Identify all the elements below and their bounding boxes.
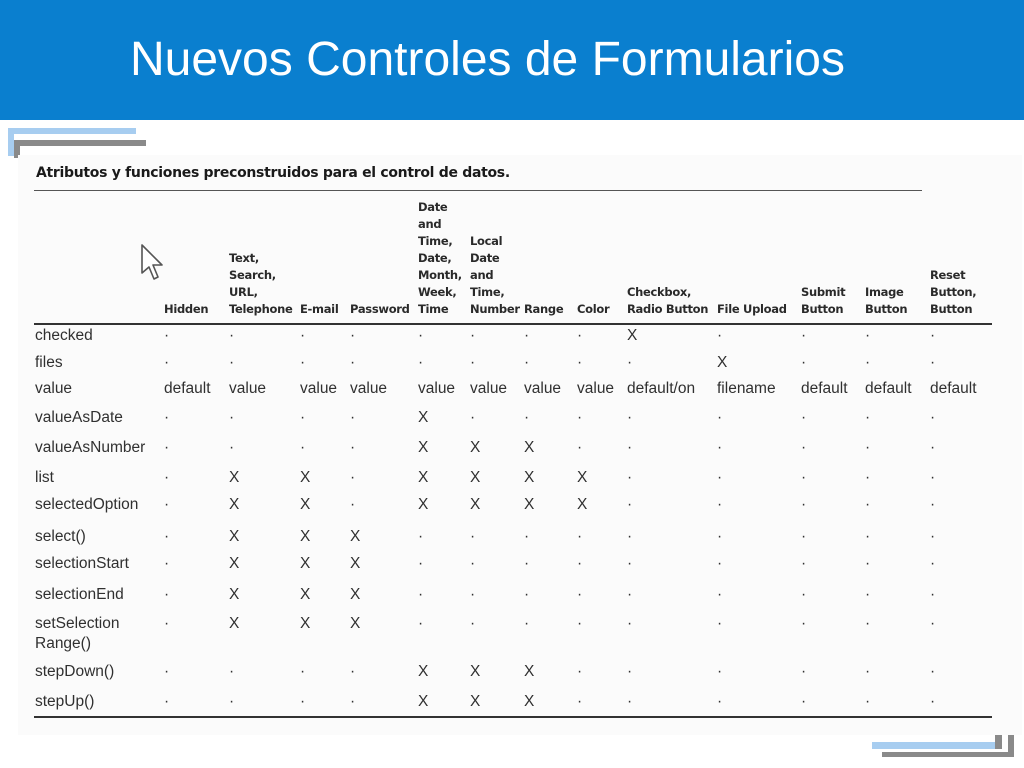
table-cell: X xyxy=(524,663,535,680)
table-cell: X xyxy=(627,327,638,344)
column-header: Hidden xyxy=(164,302,209,316)
column-header: Date xyxy=(418,200,448,214)
table-cell: X xyxy=(524,693,535,710)
table-cell: · xyxy=(865,555,871,572)
table-cell: · xyxy=(801,469,807,486)
column-header: Date, xyxy=(418,251,452,265)
table-cell: · xyxy=(717,409,723,426)
table-cell: · xyxy=(524,354,530,371)
table-cell: · xyxy=(801,354,807,371)
table-cell: · xyxy=(801,693,807,710)
table-cell: X xyxy=(470,439,481,456)
table-cell: · xyxy=(164,327,170,344)
column-header: URL, xyxy=(229,285,258,299)
table-cell: X xyxy=(470,496,481,513)
table-cell: X xyxy=(418,469,429,486)
table-cell: · xyxy=(865,439,871,456)
table-cell: · xyxy=(164,693,170,710)
column-header: Image xyxy=(865,285,904,299)
table-cell: · xyxy=(865,586,871,603)
row-label: stepUp() xyxy=(35,693,95,710)
table-cell: default xyxy=(801,380,848,397)
table-cell: · xyxy=(865,528,871,545)
table-cell: · xyxy=(418,615,424,632)
table-cell: · xyxy=(717,327,723,344)
table-cell: X xyxy=(470,663,481,680)
column-header: Time, xyxy=(470,285,505,299)
table-cell: X xyxy=(350,555,361,572)
table-cell: · xyxy=(350,469,356,486)
table-cell: · xyxy=(930,693,936,710)
table-cell: default/on xyxy=(627,380,696,397)
table-cell: · xyxy=(930,528,936,545)
table-cell: · xyxy=(627,615,633,632)
table-cell: · xyxy=(470,528,476,545)
table-cell: · xyxy=(470,327,476,344)
row-label: files xyxy=(35,354,63,371)
table-cell: · xyxy=(577,354,583,371)
column-header: Time xyxy=(418,302,449,316)
table-cell: · xyxy=(577,409,583,426)
table-cell: · xyxy=(717,439,723,456)
corner-decoration xyxy=(1008,735,1014,757)
column-header: Submit xyxy=(801,285,846,299)
table-cell: · xyxy=(865,409,871,426)
table-cell: default xyxy=(865,380,912,397)
table-cell: · xyxy=(930,496,936,513)
table-cell: · xyxy=(470,615,476,632)
corner-decoration xyxy=(995,735,1002,749)
table-cell: X xyxy=(577,469,588,486)
table-cell: X xyxy=(300,615,311,632)
column-header: E-mail xyxy=(300,302,339,316)
table-cell: · xyxy=(930,615,936,632)
table-cell: · xyxy=(524,615,530,632)
table-cell: · xyxy=(717,469,723,486)
table-cell: · xyxy=(300,354,306,371)
table-cell: · xyxy=(627,439,633,456)
table-cell: X xyxy=(300,586,311,603)
table-cell: X xyxy=(350,528,361,545)
table-cell: · xyxy=(865,615,871,632)
table-cell: · xyxy=(801,496,807,513)
table-cell: · xyxy=(350,693,356,710)
row-label: checked xyxy=(35,327,93,344)
table-cell: X xyxy=(229,528,240,545)
table-cell: · xyxy=(418,354,424,371)
table-cell: · xyxy=(164,615,170,632)
table-cell: · xyxy=(524,528,530,545)
table-cell: · xyxy=(865,496,871,513)
table-cell: · xyxy=(350,327,356,344)
table-cell: · xyxy=(717,586,723,603)
table-cell: · xyxy=(577,327,583,344)
column-header: and xyxy=(470,268,494,282)
column-header: Button xyxy=(801,302,844,316)
column-header: and xyxy=(418,217,442,231)
table-cell: · xyxy=(930,469,936,486)
table-cell: · xyxy=(577,439,583,456)
table-cell: X xyxy=(229,615,240,632)
table-cell: · xyxy=(930,439,936,456)
table-cell: · xyxy=(717,555,723,572)
table-cell: · xyxy=(930,327,936,344)
table-cell: · xyxy=(300,439,306,456)
table-cell: · xyxy=(524,586,530,603)
column-header: Password xyxy=(350,302,410,316)
column-header: Telephone xyxy=(229,302,293,316)
table-cell: · xyxy=(229,409,235,426)
table-cell: · xyxy=(524,409,530,426)
table-cell: · xyxy=(577,693,583,710)
table-cell: · xyxy=(801,439,807,456)
table-cell: · xyxy=(229,693,235,710)
table-cell: · xyxy=(577,528,583,545)
table-cell: value xyxy=(300,380,338,397)
table-cell: X xyxy=(470,469,481,486)
table-cell: · xyxy=(930,586,936,603)
column-header: Color xyxy=(577,302,610,316)
table-cell: · xyxy=(801,615,807,632)
table-cell: X xyxy=(300,528,311,545)
table-cell: · xyxy=(627,528,633,545)
table-cell: X xyxy=(418,663,429,680)
column-header: Number xyxy=(470,302,520,316)
table-cell: X xyxy=(300,496,311,513)
corner-decoration xyxy=(8,128,136,134)
table-cell: · xyxy=(418,528,424,545)
table-cell: · xyxy=(801,663,807,680)
table-cell: · xyxy=(470,586,476,603)
table-cell: · xyxy=(717,496,723,513)
row-label: value xyxy=(35,380,73,397)
table-cell: · xyxy=(801,555,807,572)
table-cell: · xyxy=(627,496,633,513)
table-cell: value xyxy=(577,380,615,397)
column-header: Button xyxy=(930,302,973,316)
table-cell: · xyxy=(418,327,424,344)
table-cell: value xyxy=(418,380,456,397)
table-cell: · xyxy=(865,354,871,371)
row-label: setSelection xyxy=(35,615,120,632)
column-header: Local xyxy=(470,234,503,248)
table-cell: X xyxy=(229,496,240,513)
table-cell: default xyxy=(164,380,211,397)
table-cell: · xyxy=(300,663,306,680)
table-cell: · xyxy=(865,469,871,486)
table-cell: · xyxy=(229,439,235,456)
table-rule-bottom xyxy=(34,716,992,718)
table-cell: · xyxy=(350,663,356,680)
table-cell: X xyxy=(524,469,535,486)
column-header: File Upload xyxy=(717,302,787,316)
table-cell: · xyxy=(164,555,170,572)
table-cell: · xyxy=(801,327,807,344)
table-cell: · xyxy=(470,409,476,426)
table-cell: X xyxy=(524,496,535,513)
row-label: selectedOption xyxy=(35,496,139,513)
table-cell: · xyxy=(164,439,170,456)
table-cell: X xyxy=(300,555,311,572)
column-header: Button, xyxy=(930,285,977,299)
table-cell: X xyxy=(350,615,361,632)
table-cell: X xyxy=(229,555,240,572)
table-rule-top xyxy=(34,190,922,191)
table-cell: default xyxy=(930,380,977,397)
table-cell: · xyxy=(930,663,936,680)
column-header: Text, xyxy=(229,251,259,265)
table-cell: · xyxy=(300,327,306,344)
row-label: selectionStart xyxy=(35,555,129,572)
table-cell: · xyxy=(930,555,936,572)
table-cell: X xyxy=(418,693,429,710)
table-cell: · xyxy=(350,496,356,513)
table-cell: · xyxy=(930,409,936,426)
table-cell: · xyxy=(350,354,356,371)
row-label: list xyxy=(35,469,54,486)
table-cell: · xyxy=(470,555,476,572)
table-cell: · xyxy=(229,354,235,371)
table-cell: · xyxy=(418,586,424,603)
table-cell: · xyxy=(350,409,356,426)
table-cell: X xyxy=(418,409,429,426)
table-cell: · xyxy=(300,693,306,710)
table-cell: · xyxy=(164,469,170,486)
corner-decoration xyxy=(872,742,1002,749)
table-cell: · xyxy=(577,663,583,680)
row-label: select() xyxy=(35,528,86,545)
table-cell: · xyxy=(801,528,807,545)
table-cell: · xyxy=(627,663,633,680)
column-header: Search, xyxy=(229,268,276,282)
corner-decoration xyxy=(882,752,1014,757)
table-cell: · xyxy=(350,439,356,456)
row-label: stepDown() xyxy=(35,663,115,680)
table-cell: value xyxy=(229,380,267,397)
column-header: Date xyxy=(470,251,500,265)
table-cell: · xyxy=(229,663,235,680)
table-cell: · xyxy=(470,354,476,371)
table-cell: X xyxy=(229,586,240,603)
table-cell: X xyxy=(418,439,429,456)
column-header: Week, xyxy=(418,285,457,299)
mouse-pointer-icon xyxy=(140,243,166,283)
table-cell: · xyxy=(577,586,583,603)
column-header: Radio Button xyxy=(627,302,709,316)
table-cell: · xyxy=(164,586,170,603)
table-cell: · xyxy=(865,327,871,344)
column-header: Reset xyxy=(930,268,966,282)
table-cell: X xyxy=(418,496,429,513)
table-cell: · xyxy=(164,409,170,426)
table-cell: · xyxy=(164,496,170,513)
slide-title: Nuevos Controles de Formularios xyxy=(130,33,845,86)
row-label: valueAsDate xyxy=(35,409,123,426)
table-cell: · xyxy=(930,354,936,371)
table-cell: · xyxy=(627,555,633,572)
table-cell: X xyxy=(524,439,535,456)
table-cell: · xyxy=(524,555,530,572)
table-cell: · xyxy=(577,615,583,632)
column-header: Button xyxy=(865,302,908,316)
table-cell: value xyxy=(350,380,388,397)
column-header: Range xyxy=(524,302,564,316)
table-cell: value xyxy=(524,380,562,397)
table-cell: · xyxy=(164,354,170,371)
table-cell: · xyxy=(418,555,424,572)
table-cell: · xyxy=(627,469,633,486)
table-cell: X xyxy=(577,496,588,513)
table-cell: · xyxy=(627,586,633,603)
table-cell: · xyxy=(865,693,871,710)
row-label: selectionEnd xyxy=(35,586,124,603)
table-cell: filename xyxy=(717,380,776,397)
table-cell: · xyxy=(717,693,723,710)
table-cell: · xyxy=(717,528,723,545)
table-cell: · xyxy=(577,555,583,572)
table-cell: · xyxy=(801,409,807,426)
table-caption: Atributos y funciones preconstruidos para el control de datos. xyxy=(36,165,510,181)
table-cell: X xyxy=(350,586,361,603)
table-cell: · xyxy=(164,663,170,680)
column-header: Checkbox, xyxy=(627,285,692,299)
table-cell: · xyxy=(627,354,633,371)
table-cell: · xyxy=(164,528,170,545)
table-cell: · xyxy=(627,409,633,426)
table-cell: X xyxy=(717,354,728,371)
column-header: Month, xyxy=(418,268,462,282)
table-cell: · xyxy=(865,663,871,680)
table-cell: X xyxy=(229,469,240,486)
table-cell: value xyxy=(470,380,508,397)
row-label: valueAsNumber xyxy=(35,439,146,456)
table-cell: · xyxy=(524,327,530,344)
table-cell: X xyxy=(470,693,481,710)
table-cell: X xyxy=(300,469,311,486)
table-cell: · xyxy=(801,586,807,603)
column-header: Time, xyxy=(418,234,453,248)
table-rule-header xyxy=(34,323,992,325)
table-cell: · xyxy=(717,663,723,680)
table-cell: · xyxy=(717,615,723,632)
corner-decoration xyxy=(14,140,146,146)
table-cell: · xyxy=(229,327,235,344)
table-cell: · xyxy=(300,409,306,426)
row-label: Range() xyxy=(35,635,91,652)
table-cell: · xyxy=(627,693,633,710)
